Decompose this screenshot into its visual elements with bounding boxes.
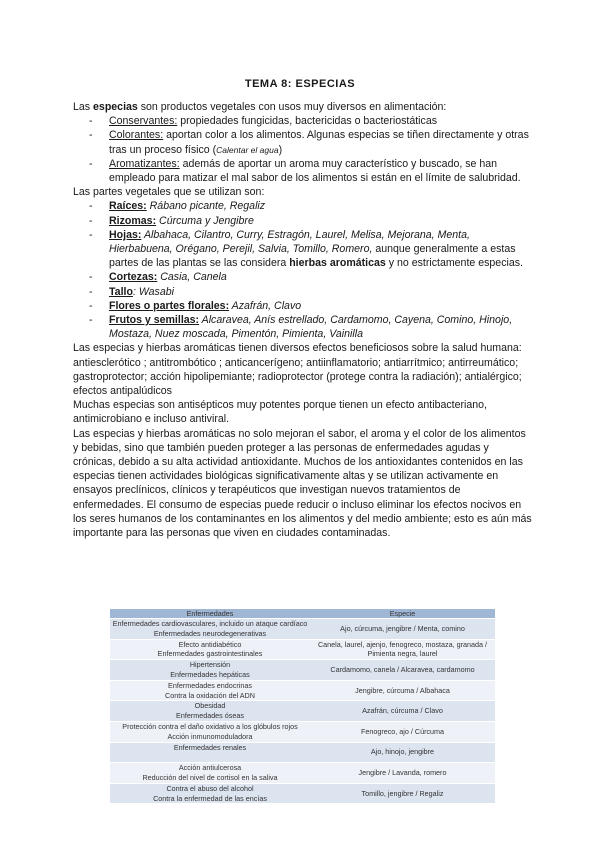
benefits-paragraph: Las especias y hierbas aromáticas tienen diversos efectos beneficiosos sobre la salud humana: antiesclerótico ; antitrombótico ; anticancerígeno; antiinflamatorio; antiarrítmico; antirreumático; gastroprotector; acción hipolipemiante; radioprotector (protege contra la radiación); antialérgico; efectos antipalúdicos [73,342,522,398]
table-cell [110,783,310,803]
disease-text: Enfermedades hepáticas [170,669,250,679]
table-cell: Jengibre / Lavanda, romero [310,763,495,784]
part-term: Hojas: [109,228,142,241]
part-term: Cortezas: [109,271,158,284]
table-row [110,783,495,803]
list-item: - Flores o partes florales: Azafrán, Clavo [89,299,302,312]
table-row [110,660,495,681]
part-term: Frutos y semillas: [109,314,200,327]
disease-text: Reducción del nivel de cortisol en la saliva [142,772,278,782]
part-examples: Rábano picante, Regaliz [146,200,266,213]
table-row [110,701,495,722]
use-text: aportan color a los alimentos. Algunas especias se tiñen directamente y otras tras un proceso físico ( [109,129,529,156]
list-item: - Conservantes: propiedades fungicidas, bactericidas o bacteriostáticas [89,115,438,128]
list-item: - Aromatizantes: además de aportar un aroma muy característico y buscado, se han empleado para matizar el mal sabor de los alimentos si están en el límite de salubridad. [89,157,521,185]
disease-text: Acción inmunomoduladora [167,731,253,741]
disease-text: Obesidad [194,701,226,711]
part-term: Raíces: [109,200,147,213]
table-row [110,639,495,660]
table-header: Especie [310,609,495,619]
part-examples: Casia, Canela [157,271,227,284]
disease-text: Efecto antidiabético [178,639,242,649]
table-cell: Ajo, cúrcuma, jengibre / Menta, comino [310,619,495,640]
table-cell [110,660,310,681]
parts-list [73,199,533,341]
list-item: - Hojas: Albahaca, Cilantro, Curry, Estragón, Laurel, Melisa, Mejorana, Menta, Hierbabuena, Orégano, Perejil, Salvia, Tomillo, Romero, aunque generalmente a estas partes de las plantas se las considera hierbas aromáticas y no estrictamente especias. [89,228,523,270]
list-item: - Tallo: Wasabi [89,285,174,298]
list-item: - Raíces: Rábano picante, Regaliz [89,200,266,213]
table-row [110,721,495,742]
part-term: Flores o partes florales: [109,299,230,312]
use-text: propiedades fungicidas, bactericidas o bacteriostáticas [177,115,438,128]
table-cell [110,701,310,722]
use-note: Calentar el agua [216,144,279,155]
table-row [110,763,495,784]
table-cell [110,721,310,742]
list-item: - Frutos y semillas: Alcaravea, Anís estrellado, Cardamomo, Cayena, Comino, Hinojo, Mostaza, Nuez moscada, Pimentón, Pimienta, Vainilla [89,314,513,341]
table-cell [110,639,310,660]
antiseptic-paragraph: Muchas especias son antisépticos muy potentes porque tienen un efecto antibacteriano, antimicrobiano e incluso antiviral. [73,399,488,426]
antioxidant-paragraph: Las especias y hierbas aromáticas no solo mejoran el sabor, el aroma y el color de los alimentos y bebidas, sino que también pueden proteger a las personas de enfermedades agudas y crónicas, debido a su alta actividad antioxidante. Muchos de los antioxidantes contenidos en las especias tienen actividades biológicas significativamente altas y se utilizan activamente en ensayos preclínicos, clínicos y terapéuticos que investigan nuevos tratamientos de enfermedades. El consumo de especias puede reducir o incluso eliminar los efectos nocivos en los seres humanos de los contaminantes en los alimentos y del medio ambiente; esto es aún más importante para las personas que viven en ciudades contaminadas. [73,427,532,540]
table-cell [110,742,310,763]
table-row [110,742,495,763]
disease-text: Enfermedades neurodegenerativas [153,628,267,638]
table-cell: Azafrán, cúrcuma / Clavo [310,701,495,722]
disease-text: Contra la enfermedad de las encías [153,793,267,803]
part-examples: Albahaca, Cilantro, Curry, Estragón, Laurel, Melisa, Mejorana, Menta, Hierbabuena, Orégano, Perejil, Salvia, Tomillo, Romero, [109,228,470,256]
table-cell: Jengibre, cúrcuma / Albahaca [310,680,495,701]
disease-text: Protección contra el daño oxidativo a los glóbulos rojos [122,721,298,731]
table-cell [110,680,310,701]
document-body [73,100,533,540]
disease-text: Enfermedades óseas [176,711,244,721]
parts-intro: Las partes vegetales que se utilizan son: [73,186,265,199]
table-cell: Cardamomo, canela / Alcaravea, cardamomo [310,660,495,681]
list-item: - Colorantes: aportan color a los alimentos. Algunas especias se tiñen directamente y otras tras un proceso físico (Calentar el agua) [89,129,529,156]
part-extra-bold: hierbas aromáticas [289,257,386,270]
part-term: Tallo [109,285,133,298]
table-cell: Canela, laurel, ajenjo, fenogreco, mostaza, granada / Pimienta negra, laurel [310,639,495,660]
use-term: Colorantes: [109,129,164,142]
uses-list [73,114,533,185]
intro-paragraph [73,100,533,114]
table-cell: Tomillo, jengibre / Regaliz [310,783,495,803]
list-item: - Cortezas: Casia, Canela [89,271,227,284]
use-text: además de aportar un aroma muy característico y buscado, se han empleado para matizar el mal sabor de los alimentos si están en el límite de salubridad. [109,157,521,185]
table-cell: Ajo, hinojo, jengibre [310,742,495,763]
use-tail: ) [278,143,283,156]
disease-text: Enfermedades endocrinas [168,680,252,690]
page-title: TEMA 8: ESPECIAS [244,78,356,90]
table-row [110,619,495,640]
part-examples: : Wasabi [132,285,174,298]
part-term: Rizomas: [109,214,157,227]
table-cell [110,763,310,784]
intro-bold: especias [93,101,138,113]
disease-text: Contra la oxidación del ADN [165,690,255,700]
part-extra: aunque generalmente a estas partes de las plantas se las considera [109,243,516,270]
table-cell [110,619,310,640]
use-term: Aromatizantes: [109,157,180,170]
disease-text: Enfermedades gastrointestinales [157,649,263,659]
part-examples: Alcaravea, Anís estrellado, Cardamomo, Cayena, Comino, Hinojo, Mostaza, Nuez moscada, Pimentón, Pimienta, Vainilla [109,314,513,341]
disease-text: Hipertensión [189,660,231,670]
disease-text: Enfermedades cardiovasculares, incluido un ataque cardíaco [112,619,308,628]
disease-text: Contra el abuso del alcohol [166,783,254,793]
table-header: Enfermedades [110,609,310,619]
disease-text: Enfermedades renales [173,742,247,752]
part-extra-post: y no estrictamente especias. [385,257,523,270]
part-examples: Cúrcuma y Jengibre [156,214,254,227]
list-item: - Rizomas: Cúrcuma y Jengibre [89,214,254,227]
intro-pre: Las [73,101,94,113]
table-cell: Fenogreco, ajo / Cúrcuma [310,721,495,742]
intro-post: son productos vegetales con usos muy diversos en alimentación: [137,101,447,113]
part-examples: Azafrán, Clavo [229,299,302,312]
disease-text: Acción antiulcerosa [178,763,242,773]
disease-text [112,752,308,762]
table-row [110,680,495,701]
use-term: Conservantes: [109,115,178,128]
disease-spice-table [110,609,495,803]
